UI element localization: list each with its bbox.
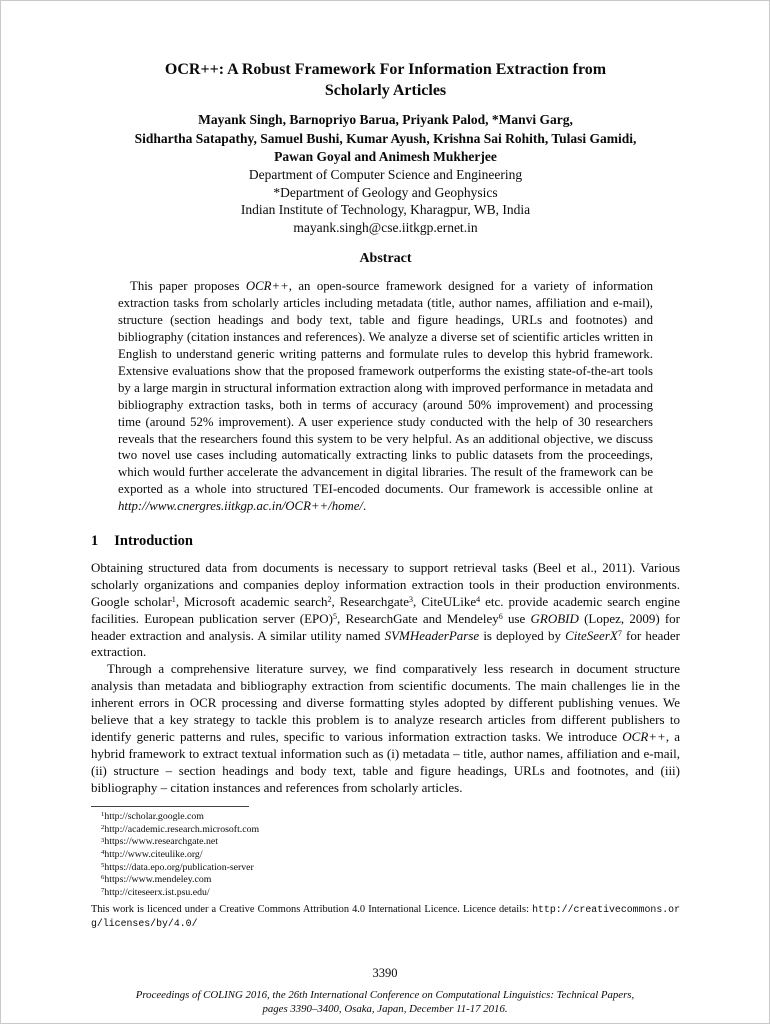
text-run: for header extraction. bbox=[91, 627, 680, 660]
footnote-ref: 4 bbox=[476, 595, 481, 605]
page-number: 3390 bbox=[372, 965, 398, 980]
footnote-marker: 4 bbox=[101, 849, 105, 857]
footnote-item bbox=[91, 887, 680, 900]
section-number: 1 bbox=[91, 532, 99, 549]
affiliation-line: Department of Computer Science and Engineering bbox=[248, 167, 523, 183]
text-run: Through a comprehensive literature survey, we find comparatively less research in document structure analysis than metadata and bibliography extraction from scientific documents. The main challenges lie in the inherent errors in OCR processing and diverse formatting styles adopted by different publishing venues. We believe that a key strategy to tackle this problem is to analyze research articles from different publishers to identify generic patterns and rules, specific to various information extraction tasks. We introduce bbox=[91, 661, 680, 744]
text-run: This paper proposes bbox=[130, 279, 246, 294]
footnote-link[interactable]: https://data.epo.org/publication-server bbox=[104, 861, 254, 873]
license-url[interactable]: http://creativecommons.org/licenses/by/4.0/ bbox=[91, 904, 680, 929]
footnote-marker: 6 bbox=[101, 874, 105, 882]
affiliation-line: Indian Institute of Technology, Kharagpur, WB, India bbox=[240, 202, 531, 218]
footnote-ref: 3 bbox=[409, 595, 414, 605]
emphasis-text: CiteSeerX bbox=[565, 627, 618, 643]
footnote-item bbox=[91, 874, 680, 887]
footnote-item bbox=[91, 862, 680, 875]
footnote-ref: 5 bbox=[333, 612, 338, 621]
text-run: , a hybrid framework to extract textual information such as (i) metadata – title, author names, affiliation and e-mail, (ii) structure – section headings and body text, table and figure headings, URLs and footnotes, and (iii) bibliography – citation instances and references from scholarly articles. bbox=[91, 728, 680, 795]
footnote-block bbox=[91, 811, 680, 899]
footnote-marker: 5 bbox=[101, 861, 105, 869]
text-run: (Lopez, 2009) for header extraction and analysis. A similar utility named bbox=[91, 610, 680, 643]
author-line: Pawan Goyal and Animesh Mukherjee bbox=[274, 148, 497, 164]
section-title: Introduction bbox=[114, 532, 193, 549]
footnote-ref: 7 bbox=[617, 628, 622, 638]
license-statement bbox=[91, 903, 680, 930]
footnote-item bbox=[91, 811, 680, 824]
footnote-item bbox=[91, 836, 680, 849]
footnote-marker: 2 bbox=[101, 823, 105, 831]
footnote-link[interactable]: http://academic.research.microsoft.com bbox=[104, 823, 260, 835]
affiliation-line: *Department of Geology and Geophysics bbox=[273, 184, 498, 200]
footnote-ref: 1 bbox=[171, 595, 176, 605]
emphasis-text: SVMHeaderParse bbox=[384, 627, 480, 643]
footnote-item bbox=[91, 849, 680, 862]
proceedings-line: Proceedings of COLING 2016, the 26th International Conference on Computational Linguistics: Technical Papers, bbox=[135, 988, 635, 1001]
proceedings-pages-line: pages 3390–3400, Osaka, Japan, December 11-17 2016. bbox=[262, 1002, 508, 1015]
abstract-text bbox=[118, 278, 653, 514]
text-run: . bbox=[362, 499, 367, 514]
footnote-link[interactable]: http://scholar.google.com bbox=[104, 811, 204, 823]
paper-title: OCR++: A Robust Framework For Information Extraction from Scholarly Articles bbox=[164, 61, 607, 100]
page-footer bbox=[1, 966, 769, 1016]
footnote-link[interactable]: https://www.researchgate.net bbox=[104, 836, 218, 848]
emphasis-text: GROBID bbox=[530, 610, 579, 626]
framework-url[interactable]: http://www.cnergres.iitkgp.ac.in/OCR++/home/ bbox=[118, 499, 363, 514]
text-run: This work is licenced under a Creative Commons Attribution 4.0 International Licence. Licence details: bbox=[91, 904, 533, 916]
contact-email: mayank.singh@cse.iitkgp.ernet.in bbox=[293, 219, 478, 235]
text-run: , ResearchGate and Mendeley bbox=[337, 610, 499, 626]
text-run: etc. provide academic search engine facilities. European publication server (EPO) bbox=[91, 593, 680, 626]
affiliation-block bbox=[91, 166, 680, 236]
abstract-heading: Abstract bbox=[359, 251, 412, 267]
footnote-ref: 2 bbox=[327, 595, 332, 605]
footnote-item bbox=[91, 824, 680, 837]
text-run: Obtaining structured data from documents is necessary to support retrieval tasks (Beel et al., 2011). Various scholarly organizations and companies deploy information extraction tools in their production environments. Google scholar bbox=[91, 559, 680, 609]
footnote-link[interactable]: http://citeseerx.ist.psu.edu/ bbox=[104, 886, 210, 898]
intro-paragraph-2 bbox=[91, 661, 680, 796]
text-run: , Researchgate bbox=[331, 593, 410, 609]
text-run: , Microsoft academic search bbox=[175, 593, 328, 609]
footnote-link[interactable]: http://www.citeulike.org/ bbox=[104, 849, 203, 861]
footnote-marker: 1 bbox=[101, 811, 105, 819]
text-run: use bbox=[502, 610, 531, 626]
text-run: is deployed by bbox=[479, 627, 566, 643]
footnote-link[interactable]: https://www.mendeley.com bbox=[104, 874, 212, 886]
footnote-marker: 3 bbox=[101, 836, 105, 844]
author-line: Sidhartha Satapathy, Samuel Bushi, Kumar Ayush, Krishna Sai Rohith, Tulasi Gamidi, bbox=[134, 130, 637, 146]
section-heading-introduction bbox=[91, 533, 680, 550]
footnote-marker: 7 bbox=[101, 886, 105, 894]
footnote-ref: 6 bbox=[498, 612, 503, 621]
author-line: Mayank Singh, Barnopriyo Barua, Priyank Palod, *Manvi Garg, bbox=[198, 112, 573, 128]
emphasis-text: OCR++ bbox=[622, 728, 666, 744]
emphasis-text: OCR++ bbox=[245, 279, 289, 294]
author-block bbox=[91, 111, 680, 166]
text-run: , CiteULike bbox=[413, 593, 477, 609]
text-run: , an open-source framework designed for a variety of information extraction tasks from scholarly articles including metadata (title, author names, affiliation and e-mail), structure (section headings and body text, table and figure headings, URLs and footnotes) and bibliography (citation instances and references). We analyze a diverse set of scientific articles written in English to understand generic writing patterns and formulate rules to develop this hybrid framework. Extensive evaluations show that the proposed framework outperforms the existing state-of-the-art tools by a large margin in structural information extraction along with improved performance in metadata and bibliography extraction tasks, both in terms of accuracy (around 50% improvement) and processing time (around 52% improvement). A user experience study conducted with the help of 30 researchers reveals that the researchers found this system to be very helpful. As an additional objective, we discuss two novel use cases including automatically extracting links to public datasets from the proceedings, which would further accelerate the advancement in digital libraries. The result of the framework can be exported as a whole into structured TEI-encoded documents. Our framework is accessible online at bbox=[118, 279, 654, 497]
footnote-rule bbox=[91, 806, 249, 807]
intro-paragraph-1 bbox=[91, 560, 680, 661]
